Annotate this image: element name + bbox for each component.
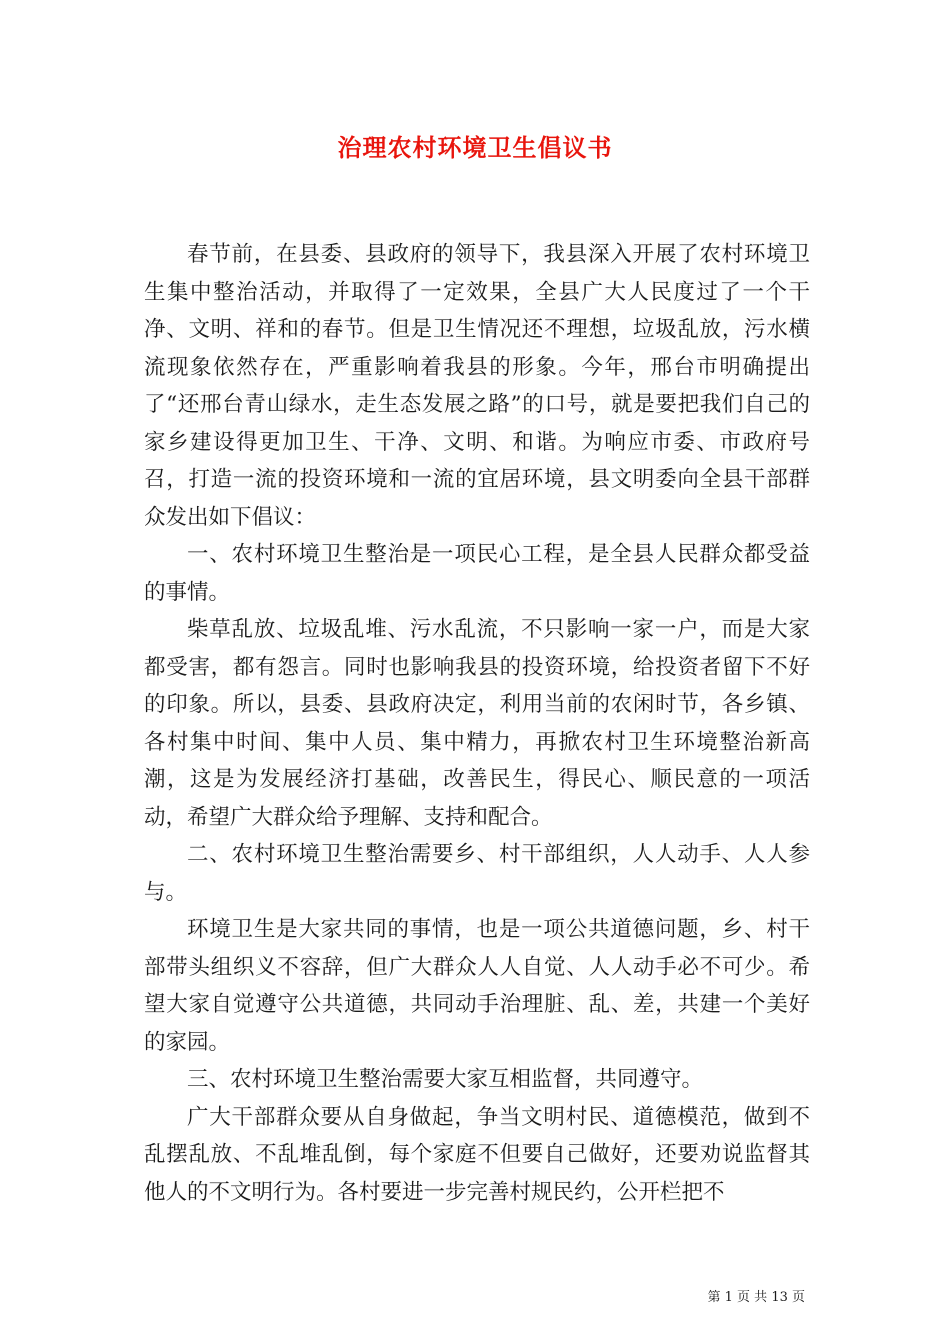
paragraph-body-1: 柴草乱放、垃圾乱堆、污水乱流，不只影响一家一户，而是大家都受害，都有怨言。同时也影响我县的投资环境，给投资者留下不好的印象。所以，县委、县政府决定，利用当前的农闲时节，各乡镇、各村集中时间、集中人员、集中精力，再掀农村卫生环境整治新高潮，这是为发展经济打基础，改善民生，得民心、顺民意的一项活动，希望广大群众给予理解、支持和配合。: [144, 617, 810, 830]
paragraph-body-3: 广大干部群众要从自身做起，争当文明村民、道德模范，做到不乱摆乱放、不乱堆乱倒，每个家庭不但要自己做好，还要劝说监督其他人的不文明行为。各村要进一步完善村规民约，公开栏把不: [144, 1104, 810, 1205]
paragraph-intro: 春节前，在县委、县政府的领导下，我县深入开展了农村环境卫生集中整治活动，并取得了一定效果，全县广大人民度过了一个干净、文明、祥和的春节。但是卫生情况还不理想，垃圾乱放，污水横流现象依然存在，严重影响着我县的形象。今年，邢台市明确提出了“还邢台青山绿水，走生态发展之路”的口号，就是要把我们自己的家乡建设得更加卫生、干净、文明、和谐。为响应市委、市政府号召，打造一流的投资环境和一流的宜居环境，县文明委向全县干部群众发出如下倡议：: [144, 242, 810, 530]
document-title: 治理农村环境卫生倡议书: [337, 133, 613, 162]
paragraph-body-2: 环境卫生是大家共同的事情，也是一项公共道德问题，乡、村干部带头组织义不容辞，但广大群众人人自觉、人人动手必不可少。希望大家自觉遵守公共道德，共同动手治理脏、乱、差，共建一个美好的家园。: [144, 917, 810, 1055]
paragraph-heading-3: 三、农村环境卫生整治需要大家互相监督，共同遵守。: [187, 1067, 704, 1092]
page-number-footer: 第 1 页 共 13 页: [707, 1290, 805, 1305]
document-body: [144, 236, 810, 1211]
paragraph-heading-1: 一、农村环境卫生整治是一项民心工程，是全县人民群众都受益的事情。: [144, 542, 810, 605]
paragraph-heading-2: 二、农村环境卫生整治需要乡、村干部组织，人人动手、人人参与。: [144, 842, 810, 905]
